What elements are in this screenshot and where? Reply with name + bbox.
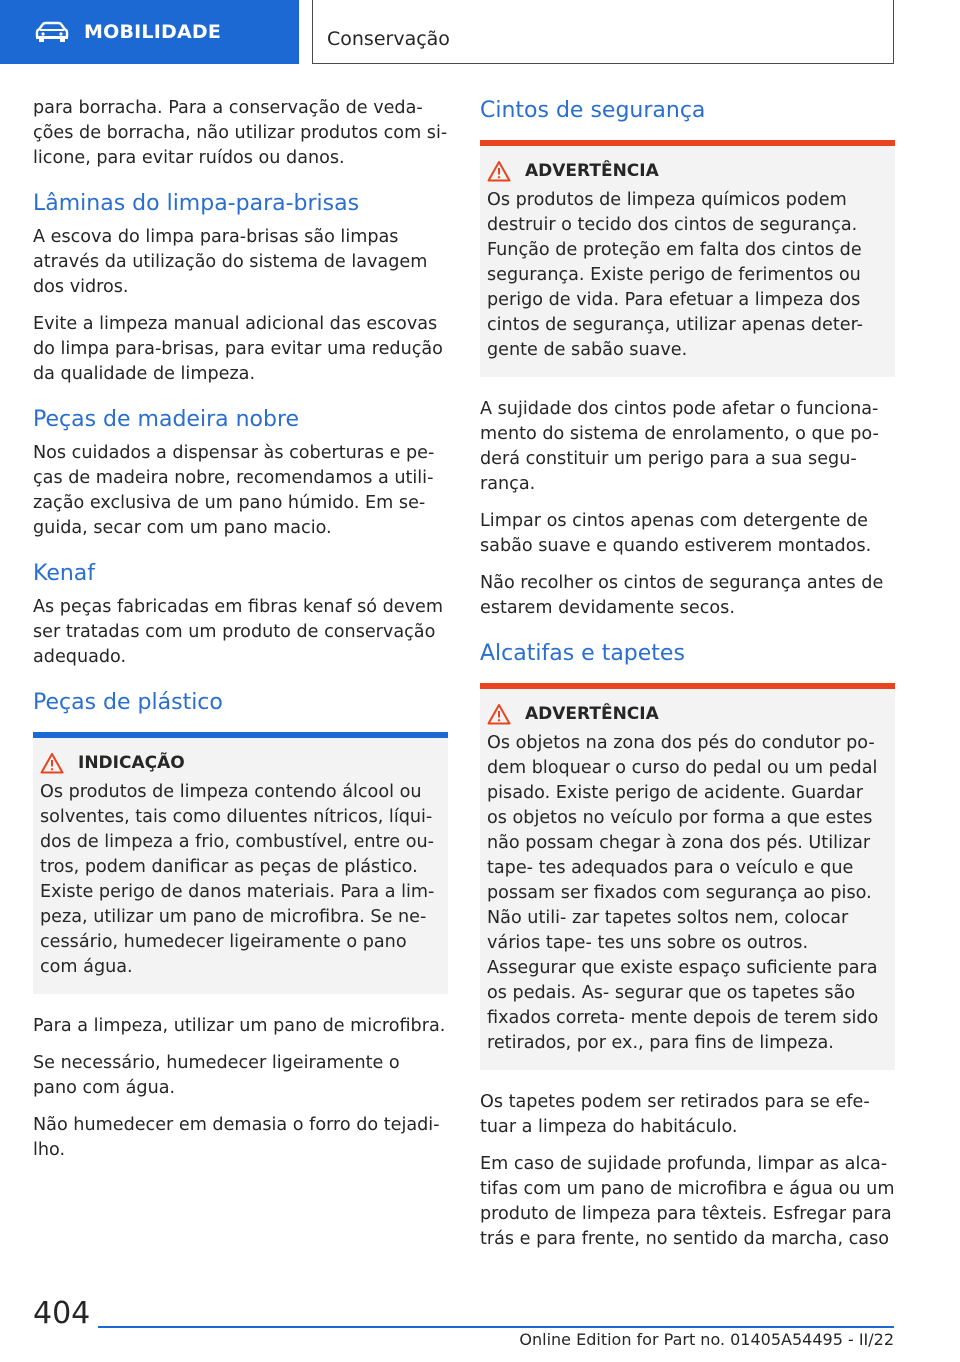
- belts-paragraph-2: Limpar os cintos apenas com detergente de sabão suave e quando estiverem montados.: [480, 511, 872, 556]
- right-column: [480, 96, 895, 1264]
- carpets-warning-box: [480, 683, 895, 1070]
- footer-divider: [98, 1326, 894, 1328]
- belts-warning-text: Os produtos de limpeza químicos podem destruir o tecido dos cintos de segurança. Função de proteção em falta dos cintos de segurança. Existe perigo de ferimentos ou perigo de vida. Para efetuar a limpeza dos cintos de segurança, utilizar apenas deter- gente de sabão suave.: [487, 190, 864, 360]
- page-number: 404: [33, 1296, 91, 1331]
- section-plastic: [33, 688, 448, 1163]
- kenaf-paragraph-1: As peças fabricadas em fibras kenaf só devem ser tratadas com um produto de conservação adequado.: [33, 597, 443, 667]
- notice-label: INDICAÇÃO: [78, 753, 185, 773]
- wood-paragraph-1: Nos cuidados a dispensar às coberturas e pe- ças de madeira nobre, recomendamos a utili- zação exclusiva de um pano húmido. Em se- guida, secar com um pano macio.: [33, 443, 435, 538]
- carpets-heading: Alcatifas e tapetes: [480, 641, 685, 666]
- left-column: [33, 96, 448, 1175]
- warning-triangle-icon: [487, 703, 511, 725]
- belts-heading: Cintos de segurança: [480, 98, 706, 123]
- section-header: [312, 0, 894, 64]
- notice-text: Os produtos de limpeza contendo álcool ou solventes, tais como diluentes nítricos, líqui- dos de limpeza a frio, combustível, entre ou- tros, podem danificar as peças de plástico. Existe perigo de danos materiais. Para a lim- peza, utilizar um pano de microfibra. Se ne- cessário, humedecer ligeiramente o pano com água.: [40, 782, 435, 977]
- belts-paragraph-3: Não recolher os cintos de segurança antes de estarem devidamente secos.: [480, 573, 884, 618]
- car-icon: [34, 21, 70, 43]
- plastic-heading: Peças de plástico: [33, 690, 223, 715]
- carpets-warning-label: ADVERTÊNCIA: [525, 704, 659, 724]
- carpets-warning-text: Os objetos na zona dos pés do condutor po- dem bloquear o curso do pedal ou um pedal pisado. Existe perigo de acidente. Guardar os objetos no veículo por forma a que estes não possam chegar à zona dos pés. Utilizar tape- tes adequados para o veículo e que possam ser fixados com segurança ao piso. Não utili- zar tapetes soltos nem, colocar vários tape- tes uns sobre os outros. Assegurar que existe espaço suficiente para os pedais. As- segurar que os tapetes são fixados correta- mente depois de terem sido retirados, por ex., para fins de limpeza.: [487, 733, 879, 1053]
- section-wipers: [33, 189, 448, 387]
- section-carpets: [480, 639, 895, 1252]
- chapter-title: MOBILIDADE: [84, 21, 222, 43]
- belts-warning-label: ADVERTÊNCIA: [525, 161, 659, 181]
- belts-warning-box: [480, 140, 895, 377]
- carpets-paragraph-1: Os tapetes podem ser retirados para se efe- tuar a limpeza do habitáculo.: [480, 1092, 870, 1137]
- section-belts: [480, 96, 895, 621]
- plastic-paragraph-2: Se necessário, humedecer ligeiramente o pano com água.: [33, 1053, 400, 1098]
- section-kenaf: [33, 559, 448, 670]
- kenaf-heading: Kenaf: [33, 561, 96, 586]
- wipers-paragraph-2: Evite a limpeza manual adicional das escovas do limpa para-brisas, para evitar uma redução da qualidade de limpeza.: [33, 314, 443, 384]
- intro-text: para borracha. Para a conservação de veda- ções de borracha, não utilizar produtos com si- licone, para evitar ruídos ou danos.: [33, 98, 448, 168]
- plastic-paragraph-3: Não humedecer em demasia o forro do tejadi- lho.: [33, 1115, 440, 1160]
- chapter-tab: [0, 0, 299, 64]
- wood-heading: Peças de madeira nobre: [33, 407, 300, 432]
- carpets-paragraph-2: Em caso de sujidade profunda, limpar as alca- tifas com um pano de microfibra e água ou um produto de limpeza para têxteis. Esfregar para trás e para frente, no sentido da marcha, caso: [480, 1154, 895, 1249]
- belts-paragraph-1: A sujidade dos cintos pode afetar o funciona- mento do sistema de enrolamento, o que po- derá constituir um perigo para a sua segu- rança.: [480, 399, 879, 494]
- section-title: Conservação: [327, 28, 450, 50]
- warning-triangle-icon: [487, 160, 511, 182]
- notice-box: [33, 732, 448, 994]
- plastic-paragraph-1: Para a limpeza, utilizar um pano de microfibra.: [33, 1016, 446, 1036]
- edition-text: Online Edition for Part no. 01405A54495 - II/22: [519, 1330, 894, 1349]
- warning-triangle-icon: [40, 752, 64, 774]
- wipers-paragraph-1: A escova do limpa para-brisas são limpas através da utilização do sistema de lavagem dos vidros.: [33, 227, 428, 297]
- section-wood: [33, 405, 448, 541]
- wipers-heading: Lâminas do limpa-para-brisas: [33, 191, 360, 216]
